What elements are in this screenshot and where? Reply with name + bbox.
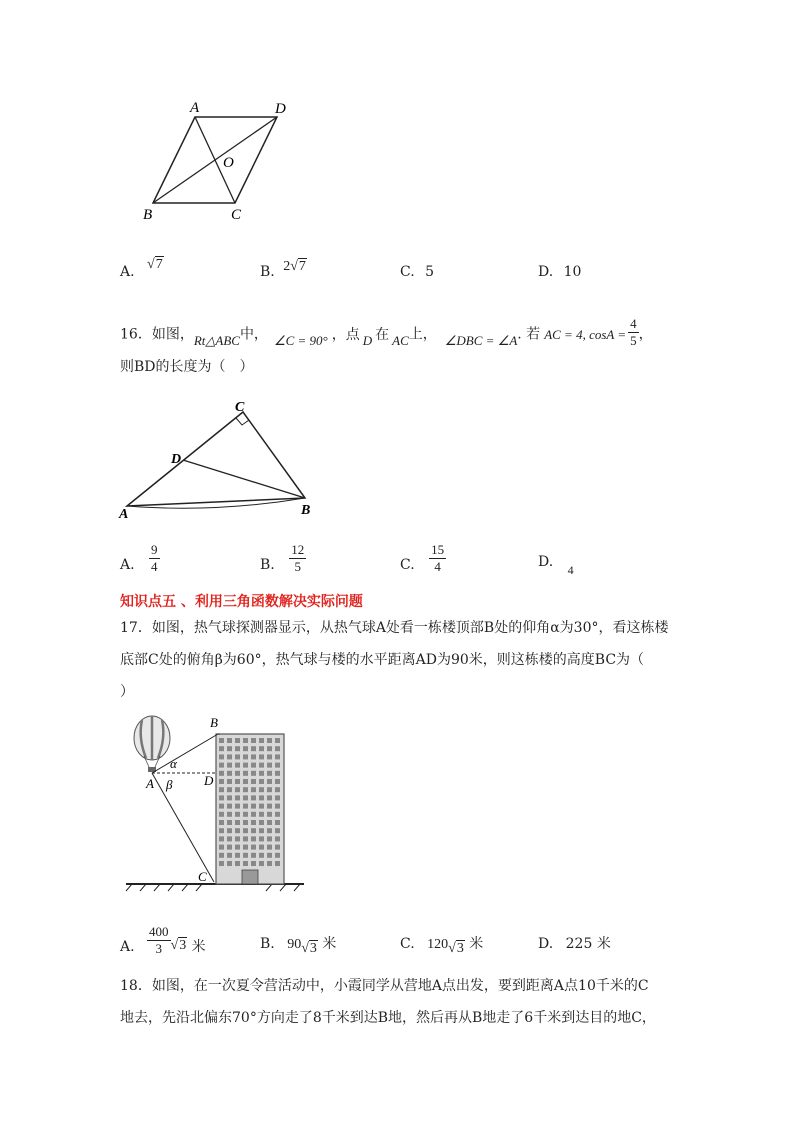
building-window <box>259 738 264 743</box>
building-window <box>219 738 224 743</box>
q17-option-b[interactable]: B. 90√3 米 <box>260 934 336 955</box>
angle-c: ∠C = 90° <box>273 332 328 348</box>
building-window <box>267 861 272 866</box>
label-b: B <box>301 503 311 518</box>
building-window <box>251 795 256 800</box>
q17-option-a[interactable]: A. $\frac{400}{3}$ √3 米 <box>120 924 206 956</box>
building-window <box>243 746 248 751</box>
line-ac <box>152 773 214 882</box>
option-value: 5 <box>425 264 435 280</box>
building-window <box>243 754 248 759</box>
building-window <box>267 746 272 751</box>
label-d: D <box>275 101 286 117</box>
building-window <box>259 836 264 841</box>
building-window <box>219 787 224 792</box>
building-window <box>275 853 280 858</box>
building-window <box>251 853 256 858</box>
building-window <box>219 754 224 759</box>
building-window <box>275 771 280 776</box>
building-window <box>227 828 232 833</box>
building-window <box>251 828 256 833</box>
label-d: D <box>204 773 214 788</box>
sqrt: √3 <box>448 941 464 956</box>
building-window <box>259 746 264 751</box>
building-window <box>267 787 272 792</box>
option-letter: A. <box>120 264 135 280</box>
building <box>216 734 284 884</box>
building-window <box>219 779 224 784</box>
building-window <box>235 812 240 817</box>
building-window <box>251 738 256 743</box>
ground-hatching <box>126 884 300 891</box>
building-window <box>275 845 280 850</box>
building-window <box>275 804 280 809</box>
label-a: A <box>119 507 129 522</box>
building-window <box>235 763 240 768</box>
building-window <box>219 795 224 800</box>
building-window <box>235 853 240 858</box>
parallelogram-figure <box>135 95 295 225</box>
building-window <box>275 828 280 833</box>
building-window <box>267 828 272 833</box>
building-door <box>242 870 258 884</box>
building-window <box>219 836 224 841</box>
building-window <box>219 812 224 817</box>
q15-option-b[interactable] <box>260 259 307 283</box>
building-window <box>219 771 224 776</box>
building-window <box>267 763 272 768</box>
sqrt: √3 <box>301 941 317 956</box>
building-window <box>267 820 272 825</box>
fraction: $\frac{15}{4}$ <box>431 542 445 574</box>
q18-stem-line1: 18．如图，在一次夏令营活动中，小霞同学从营地A点出发，要到距离A点10千米的C <box>120 978 649 994</box>
building-window <box>227 779 232 784</box>
building-window <box>227 812 232 817</box>
q17-option-c[interactable]: C. 120√3 米 <box>400 934 483 955</box>
building-window <box>259 763 264 768</box>
building-window <box>227 763 232 768</box>
building-window <box>275 754 280 759</box>
building-window <box>243 861 248 866</box>
building-window <box>275 812 280 817</box>
building-window <box>227 845 232 850</box>
q16-option-d[interactable]: D. 4 <box>538 554 574 577</box>
fraction: $\frac{400}{3}$ <box>149 924 169 956</box>
building-window <box>243 779 248 784</box>
q16-option-c[interactable]: C. $\frac{15}{4}$ <box>400 542 445 574</box>
building-window <box>259 754 264 759</box>
sqrt-7: √7 <box>147 257 163 272</box>
building-window <box>251 779 256 784</box>
building-window <box>259 845 264 850</box>
building-window <box>259 787 264 792</box>
q17-option-d[interactable]: D. 225 米 <box>538 936 611 952</box>
building-window <box>259 853 264 858</box>
building-window <box>259 812 264 817</box>
fraction: $\frac{12}{5}$ <box>291 542 305 574</box>
building-window <box>243 771 248 776</box>
building-window <box>251 804 256 809</box>
building-window <box>251 836 256 841</box>
angle-dbc: ∠DBC = ∠A <box>444 332 518 348</box>
building-window <box>243 787 248 792</box>
building-window <box>275 820 280 825</box>
building-window <box>227 861 232 866</box>
building-window <box>235 738 240 743</box>
q16-stem-line1: 16．如图，Rt△ABC中， ∠C = 90° ，点 D 在 AC上， ∠DBC = ∠A. 若 AC = 4, cosA = $\frac{4}{5}$ ， <box>120 316 653 348</box>
building-window <box>227 820 232 825</box>
building-window <box>227 754 232 759</box>
rt-triangle: Rt△ABC <box>193 332 240 348</box>
label-c: C <box>235 400 245 415</box>
building-window <box>267 804 272 809</box>
building-window <box>235 746 240 751</box>
building-window <box>227 746 232 751</box>
building-window <box>243 804 248 809</box>
right-angle-mark <box>236 418 249 425</box>
building-window <box>235 845 240 850</box>
building-window <box>243 828 248 833</box>
q16-stem-line2: 则BD的长度为（ ） <box>120 359 254 375</box>
building-window <box>227 795 232 800</box>
building-window <box>259 795 264 800</box>
building-window <box>267 779 272 784</box>
q16-option-b[interactable]: B. $\frac{12}{5}$ <box>260 542 305 574</box>
building-window <box>243 812 248 817</box>
building-window <box>251 754 256 759</box>
q18-stem-line2: 地去，先沿北偏东70°方向走了8千米到达B地，然后再从B地走了6千米到达目的地C， <box>120 1010 656 1026</box>
building-window <box>243 820 248 825</box>
building-window <box>219 845 224 850</box>
point-d: D <box>362 332 373 348</box>
building-window <box>235 754 240 759</box>
sqrt: √3 <box>170 937 187 953</box>
building-window <box>235 779 240 784</box>
building-window <box>243 738 248 743</box>
building-window <box>275 746 280 751</box>
building-window <box>275 787 280 792</box>
building-window <box>259 804 264 809</box>
building-window <box>267 836 272 841</box>
building-window <box>251 812 256 817</box>
building-window <box>275 795 280 800</box>
building-window <box>251 820 256 825</box>
building-window <box>243 763 248 768</box>
building-window <box>219 763 224 768</box>
building-window <box>267 845 272 850</box>
building-window <box>219 820 224 825</box>
fraction: $\frac{9}{4}$ <box>151 542 158 574</box>
building-window <box>235 804 240 809</box>
label-a: A <box>146 776 154 791</box>
building-window <box>235 771 240 776</box>
two-sqrt-7: 2√7 <box>283 259 306 274</box>
building-window <box>235 828 240 833</box>
building-window <box>227 836 232 841</box>
building-window <box>275 738 280 743</box>
triangle-abc <box>127 412 305 506</box>
option-letter: D. <box>538 264 554 280</box>
building-window <box>219 746 224 751</box>
q17-stem-line3: ） <box>120 684 134 700</box>
building-window <box>259 861 264 866</box>
q16-number: 16．如图， <box>120 326 194 343</box>
building-window <box>267 771 272 776</box>
building-window <box>219 861 224 866</box>
label-o: O <box>223 155 234 171</box>
section-heading: 知识点五 、利用三角函数解决实际问题 <box>120 594 363 610</box>
building-window <box>275 861 280 866</box>
building-window <box>259 779 264 784</box>
building-window <box>251 787 256 792</box>
building-window <box>227 771 232 776</box>
building-window <box>235 795 240 800</box>
building-window <box>275 836 280 841</box>
building-window <box>219 853 224 858</box>
q15-option-c[interactable] <box>400 262 434 282</box>
building-window <box>251 845 256 850</box>
building-window <box>219 828 224 833</box>
option-letter: C. <box>400 264 415 280</box>
building-window <box>251 763 256 768</box>
building-window <box>219 804 224 809</box>
building-window <box>267 795 272 800</box>
balloon-building-figure <box>122 712 312 892</box>
q15-option-a[interactable] <box>120 257 164 283</box>
building-window <box>227 804 232 809</box>
building-window <box>259 820 264 825</box>
building-window <box>243 795 248 800</box>
label-d: D <box>171 452 182 467</box>
building-window <box>235 836 240 841</box>
label-b: B <box>143 207 153 223</box>
building-window <box>251 771 256 776</box>
building-window <box>243 853 248 858</box>
building-window <box>267 853 272 858</box>
building-window <box>267 812 272 817</box>
building-window <box>235 861 240 866</box>
building-window <box>251 861 256 866</box>
building-window <box>227 738 232 743</box>
building-window <box>227 853 232 858</box>
building-window <box>227 787 232 792</box>
label-b: B <box>210 715 218 730</box>
condition: AC = 4, cosA = <box>544 326 627 342</box>
building-window <box>235 787 240 792</box>
segment-bd <box>183 460 305 498</box>
building-window <box>235 820 240 825</box>
building-window <box>267 738 272 743</box>
q16-option-a[interactable]: A. $\frac{9}{4}$ <box>120 542 158 574</box>
building-window <box>243 836 248 841</box>
building-window <box>267 754 272 759</box>
right-triangle-figure <box>115 398 325 523</box>
building-window <box>259 771 264 776</box>
diagonal-bd <box>153 117 277 203</box>
building-window <box>243 845 248 850</box>
label-a: A <box>190 100 200 116</box>
segment-ac: AC <box>392 332 409 348</box>
q17-stem-line1: 17．如图，热气球探测器显示，从热气球A处看一栋楼顶部B处的仰角α为30°，看这栋楼 <box>120 620 669 636</box>
label-alpha: α <box>170 756 177 771</box>
building-window <box>251 746 256 751</box>
label-c: C <box>231 207 242 223</box>
label-beta: β <box>166 777 173 792</box>
option-letter: B. <box>260 264 275 280</box>
building-window <box>259 828 264 833</box>
cos-fraction: $\frac{4}{5}$ <box>630 316 637 348</box>
option-value: 10 <box>563 264 582 280</box>
label-c: C <box>198 869 207 884</box>
q15-option-d[interactable] <box>538 262 581 282</box>
building-window <box>275 763 280 768</box>
building-window <box>275 779 280 784</box>
q17-stem-line2: 底部C处的俯角β为60°，热气球与楼的水平距离AD为90米，则这栋楼的高度BC为（ <box>120 652 645 668</box>
